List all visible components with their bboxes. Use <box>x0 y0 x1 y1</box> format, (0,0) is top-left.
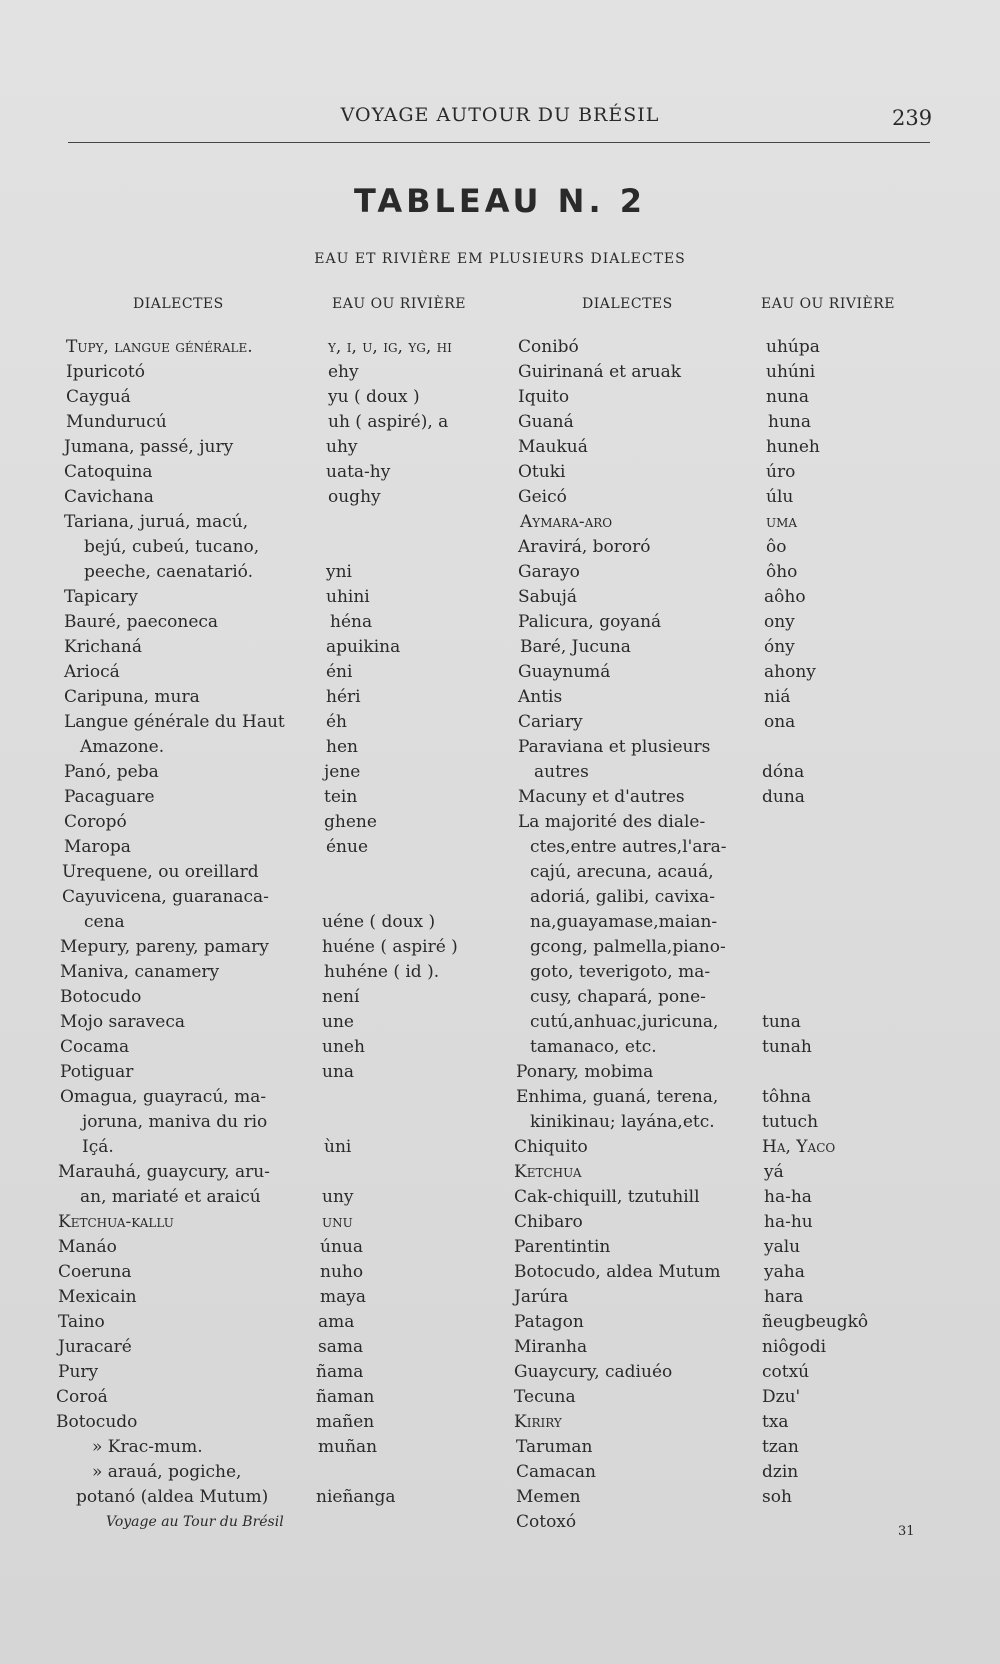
right-dialect-line: Aymara-aro <box>520 512 613 532</box>
right-dialect-line: Parentintin <box>514 1237 611 1257</box>
right-word-line: huna <box>768 412 811 432</box>
left-word-line: yu ( doux ) <box>328 387 420 407</box>
left-dialect-line: Cayguá <box>66 387 131 407</box>
right-word-line: dóna <box>762 762 805 782</box>
right-word-line: óny <box>764 637 795 657</box>
right-word-line: ñeugbeugkô <box>762 1312 869 1332</box>
right-dialect-line: Macuny et d'autres <box>518 787 685 807</box>
left-word-line: uéne ( doux ) <box>322 912 436 932</box>
right-word-line: tutuch <box>762 1112 819 1132</box>
right-word-line: ha-ha <box>764 1187 812 1207</box>
left-dialect-line: » Krac-mum. <box>92 1437 203 1457</box>
left-word-line: sama <box>318 1337 364 1357</box>
right-dialect-line: Guirinaná et aruak <box>518 362 682 382</box>
left-dialect-line: Urequene, ou oreillard <box>62 862 259 882</box>
left-word-line: huhéne ( id ). <box>324 962 440 982</box>
right-dialect-line: Ketchua <box>514 1162 582 1182</box>
footer-title: Voyage au Tour du Brésil <box>106 1514 284 1530</box>
right-dialect-line: Enhima, guaná, terena, <box>516 1087 719 1107</box>
left-word-line: uneh <box>322 1037 365 1057</box>
left-dialect-line: bejú, cubeú, tucano, <box>84 537 260 557</box>
left-word-line: ghene <box>324 812 377 832</box>
left-dialect-line: Mepury, pareny, pamary <box>60 937 269 957</box>
left-dialect-line: Mundurucú <box>66 412 167 432</box>
right-dialect-line: Maukuá <box>518 437 588 457</box>
left-dialect-line: cena <box>84 912 125 932</box>
right-dialect-line: Miranha <box>514 1337 588 1357</box>
right-word-line: nuna <box>766 387 809 407</box>
right-dialect-line: Chibaro <box>514 1212 583 1232</box>
right-dialect-line: Guaná <box>518 412 574 432</box>
column-header-right-dialects: DIALECTES <box>582 296 673 312</box>
left-dialect-line: Juracaré <box>58 1337 132 1357</box>
right-word-line: aôho <box>764 587 806 607</box>
left-dialect-line: Manáo <box>58 1237 117 1257</box>
left-dialect-line: Taino <box>58 1312 105 1332</box>
signature-mark: 31 <box>898 1524 915 1539</box>
left-dialect-line: Tariana, juruá, macú, <box>64 512 249 532</box>
left-word-line: huéne ( aspiré ) <box>322 937 458 957</box>
left-word-line: uhy <box>326 437 358 457</box>
right-word-line: ha-hu <box>764 1212 813 1232</box>
left-dialect-line: Coroá <box>56 1387 108 1407</box>
left-word-line: ùni <box>324 1137 352 1157</box>
left-word-line: uhini <box>326 587 370 607</box>
left-dialect-line: Bauré, paeconeca <box>64 612 219 632</box>
right-dialect-line: Aravirá, bororó <box>518 537 651 557</box>
right-dialect-line: cutú,anhuac,juricuna, <box>530 1012 719 1032</box>
right-dialect-line: na,guayamase,maian- <box>530 912 718 932</box>
left-dialect-line: Krichaná <box>64 637 142 657</box>
left-dialect-line: Maniva, canamery <box>60 962 220 982</box>
left-word-line: héri <box>326 687 361 707</box>
left-dialect-line: Tapicary <box>64 587 138 607</box>
right-word-line: ôho <box>766 562 798 582</box>
right-word-line: duna <box>762 787 805 807</box>
right-word-line: yá <box>764 1162 784 1182</box>
right-dialect-line: cajú, arecuna, acauá, <box>530 862 714 882</box>
header-rule <box>68 142 930 143</box>
left-word-line: jene <box>324 762 361 782</box>
left-dialect-line: Botocudo <box>56 1412 138 1432</box>
left-word-line: není <box>322 987 360 1007</box>
left-dialect-line: Içá. <box>82 1137 114 1157</box>
left-dialect-line: Omagua, guayracú, ma- <box>60 1087 267 1107</box>
right-dialect-line: cusy, chapará, pone- <box>530 987 706 1007</box>
left-word-line: uh ( aspiré), a <box>328 412 449 432</box>
right-dialect-line: Baré, Jucuna <box>520 637 631 657</box>
left-dialect-line: Pury <box>58 1362 99 1382</box>
right-word-line: txa <box>762 1412 789 1432</box>
left-dialect-line: Cocama <box>60 1037 130 1057</box>
left-dialect-line: potanó (aldea Mutum) <box>76 1487 269 1507</box>
left-word-line: unu <box>322 1212 353 1232</box>
right-dialect-line: Cariary <box>518 712 583 732</box>
right-dialect-line: Iquito <box>518 387 570 407</box>
right-word-line: niá <box>764 687 791 707</box>
left-word-line: nieñanga <box>316 1487 396 1507</box>
left-dialect-line: Potiguar <box>60 1062 134 1082</box>
right-word-line: soh <box>762 1487 792 1507</box>
left-word-line: éh <box>326 712 348 732</box>
right-dialect-line: Conibó <box>518 337 579 357</box>
left-word-line: y, i, u, ig, yg, hi <box>328 337 452 357</box>
right-dialect-line: Cotoxó <box>516 1512 577 1532</box>
right-word-line: tunah <box>762 1037 812 1057</box>
column-header-right-water: EAU OU RIVIÈRE <box>761 296 895 312</box>
left-word-line: ehy <box>328 362 359 382</box>
right-dialect-line: Taruman <box>516 1437 593 1457</box>
right-word-line: uma <box>766 512 798 532</box>
left-word-line: muñan <box>318 1437 378 1457</box>
left-dialect-line: Cavichana <box>64 487 154 507</box>
left-dialect-line: Pacaguare <box>64 787 155 807</box>
right-word-line: niôgodi <box>762 1337 827 1357</box>
right-word-line: ony <box>764 612 795 632</box>
right-dialect-line: Otuki <box>518 462 566 482</box>
left-dialect-line: joruna, maniva du rio <box>82 1112 268 1132</box>
right-word-line: Ha, Yaco <box>762 1137 836 1157</box>
left-word-line: apuikina <box>326 637 401 657</box>
right-word-line: tôhna <box>762 1087 812 1107</box>
left-word-line: éni <box>326 662 353 682</box>
left-dialect-line: Botocudo <box>60 987 142 1007</box>
left-dialect-line: Caripuna, mura <box>64 687 200 707</box>
right-word-line: yaha <box>764 1262 805 1282</box>
left-dialect-line: Mojo saraveca <box>60 1012 185 1032</box>
left-word-line: tein <box>324 787 358 807</box>
left-dialect-line: Ipuricotó <box>66 362 145 382</box>
left-dialect-line: Jumana, passé, jury <box>64 437 234 457</box>
right-dialect-line: Memen <box>516 1487 581 1507</box>
left-dialect-line: Ariocá <box>64 662 120 682</box>
right-word-line: ôo <box>766 537 787 557</box>
right-dialect-line: Paraviana et plusieurs <box>518 737 711 757</box>
right-word-line: ona <box>764 712 796 732</box>
left-word-line: ñaman <box>316 1387 375 1407</box>
right-dialect-line: gcong, palmella,piano- <box>530 937 726 957</box>
left-dialect-line: Ketchua-kallu <box>58 1212 174 1232</box>
left-word-line: mañen <box>316 1412 375 1432</box>
right-dialect-line: autres <box>534 762 589 782</box>
right-dialect-line: Guaycury, cadiuéo <box>514 1362 673 1382</box>
right-word-line: ahony <box>764 662 816 682</box>
left-dialect-line: Amazone. <box>80 737 165 757</box>
right-word-line: dzin <box>762 1462 799 1482</box>
left-word-line: únua <box>320 1237 363 1257</box>
left-word-line: ñama <box>316 1362 364 1382</box>
right-word-line: cotxú <box>762 1362 810 1382</box>
left-word-line: nuho <box>320 1262 364 1282</box>
left-dialect-line: Catoquina <box>64 462 153 482</box>
left-dialect-line: Langue générale du Haut <box>64 712 285 732</box>
left-dialect-line: Coeruna <box>58 1262 132 1282</box>
right-dialect-line: kinikinau; layána,etc. <box>530 1112 715 1132</box>
left-dialect-line: Tupy, langue générale. <box>66 337 253 357</box>
right-dialect-line: Guaynumá <box>518 662 611 682</box>
left-dialect-line: Maropa <box>64 837 131 857</box>
left-dialect-line: Mexicain <box>58 1287 137 1307</box>
right-dialect-line: Garayo <box>518 562 580 582</box>
left-word-line: yni <box>326 562 352 582</box>
left-dialect-line: Cayuvicena, guaranaca- <box>62 887 269 907</box>
column-header-left-dialects: DIALECTES <box>133 296 224 312</box>
right-dialect-line: Palicura, goyaná <box>518 612 662 632</box>
column-header-left-water: EAU OU RIVIÈRE <box>332 296 466 312</box>
right-word-line: tuna <box>762 1012 801 1032</box>
right-dialect-line: Antis <box>518 687 563 707</box>
left-word-line: héna <box>330 612 373 632</box>
right-dialect-line: Geicó <box>518 487 567 507</box>
left-word-line: oughy <box>328 487 381 507</box>
left-word-line: una <box>322 1062 355 1082</box>
right-word-line: huneh <box>766 437 820 457</box>
right-word-line: tzan <box>762 1437 799 1457</box>
right-dialect-line: Camacan <box>516 1462 597 1482</box>
right-dialect-line: Botocudo, aldea Mutum <box>514 1262 721 1282</box>
right-dialect-line: La majorité des diale- <box>518 812 706 832</box>
right-word-line: uhúni <box>766 362 816 382</box>
right-dialect-line: tamanaco, etc. <box>530 1037 657 1057</box>
right-dialect-line: ctes,entre autres,l'ara- <box>530 837 727 857</box>
right-dialect-line: Kiriry <box>514 1412 562 1432</box>
right-word-line: Dzu' <box>762 1387 801 1407</box>
right-word-line: yalu <box>764 1237 801 1257</box>
right-dialect-line: Chiquito <box>514 1137 588 1157</box>
right-dialect-line: goto, teverigoto, ma- <box>530 962 711 982</box>
right-word-line: úro <box>766 462 796 482</box>
left-word-line: uata-hy <box>326 462 391 482</box>
right-dialect-line: adoriá, galibi, cavixa- <box>530 887 715 907</box>
left-word-line: uny <box>322 1187 354 1207</box>
tableau-subtitle: EAU ET RIVIÈRE EM PLUSIEURS DIALECTES <box>314 251 686 267</box>
left-dialect-line: Marauhá, guaycury, aru- <box>58 1162 270 1182</box>
page-number: 239 <box>892 106 933 130</box>
right-word-line: uhúpa <box>766 337 820 357</box>
right-word-line: hara <box>764 1287 804 1307</box>
right-dialect-line: Cak-chiquill, tzutuhill <box>514 1187 700 1207</box>
left-dialect-line: peeche, caenatarió. <box>84 562 254 582</box>
right-dialect-line: Sabujá <box>518 587 578 607</box>
left-word-line: maya <box>320 1287 366 1307</box>
left-dialect-line: an, mariaté et araicú <box>80 1187 261 1207</box>
left-dialect-line: » arauá, pogiche, <box>92 1462 242 1482</box>
right-dialect-line: Ponary, mobima <box>516 1062 654 1082</box>
left-word-line: énue <box>326 837 369 857</box>
right-dialect-line: Jarúra <box>514 1287 569 1307</box>
left-dialect-line: Coropó <box>64 812 127 832</box>
left-word-line: une <box>322 1012 354 1032</box>
tableau-title: TABLEAU N. 2 <box>354 182 646 220</box>
right-dialect-line: Patagon <box>514 1312 584 1332</box>
right-dialect-line: Tecuna <box>514 1387 576 1407</box>
left-word-line: ama <box>318 1312 355 1332</box>
left-dialect-line: Panó, peba <box>64 762 159 782</box>
running-title: VOYAGE AUTOUR DU BRÉSIL <box>340 104 660 126</box>
right-word-line: úlu <box>766 487 794 507</box>
left-word-line: hen <box>326 737 358 757</box>
